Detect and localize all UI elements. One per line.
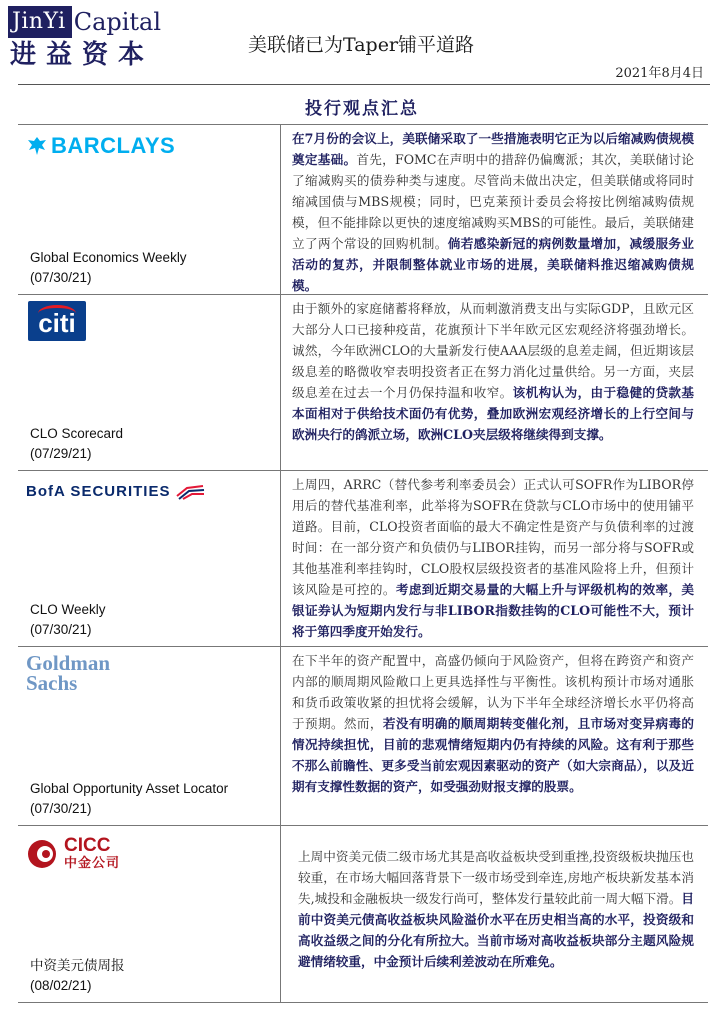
table-row-bofa — [18, 470, 708, 646]
view-text — [292, 650, 694, 797]
report-source — [30, 424, 123, 464]
source-cell — [18, 647, 281, 825]
view-text-plain: 由于额外的家庭储蓄将释放，从而刺激消费支出与实际GDP，且欧元区大部分人口已接种疫苗，花旗预计下半年欧元区宏观经济将强劲增长。诚然，今年欧洲CLO的大量新发行使AAA层级的息差走阔，但近期该层级息差的略微收窄表明投资者正在努力消化过量供给。另一方面，夹层级息差在过去一个月仍保持温和收窄。 — [292, 301, 694, 400]
view-text — [292, 298, 694, 445]
view-text-bold: 考虑到近期交易量的大幅上升与评级机构的效率，美银证券认为短期内发行与非LIBOR指数挂钩的CLO可能性不大，预计将于第四季度开始发行。 — [292, 582, 695, 639]
header-divider — [18, 84, 710, 85]
view-text-bold: 目前中资美元债高收益板块风险溢价水平在历史相当高的水平，投资级和高收益级之间的分化有所拉大。当前市场对高收益板块部分主题风险规避情绪较重，中金预计后续利差波动在所难免。 — [298, 891, 694, 969]
view-text-bold: 倘若感染新冠的病例数量增加，减缓服务业活动的复苏，并限制整体就业市场的进展，美联储料推迟缩减购债规模。 — [292, 236, 695, 293]
view-text-plain: 上周中资美元债二级市场尤其是高收益板块受到重挫,投资级板块抛压也较重，在市场大幅回落背景下一级市场受到牵连,房地产板块新发基本消失,城投和金融板块一级发行尚可，整体发行量较此前一周大幅下滑。 — [298, 849, 694, 906]
view-text — [292, 128, 694, 296]
table-row-goldman-sachs — [18, 646, 708, 825]
goldman-sachs-logo: Goldman Sachs — [26, 651, 111, 695]
source-cell — [18, 471, 281, 646]
logo-text-jinyi: JinYi — [8, 6, 72, 38]
table-row-cicc — [18, 825, 708, 1003]
report-date: (07/29/21) — [30, 446, 92, 461]
source-cell — [18, 295, 281, 470]
barclays-logo — [26, 133, 175, 159]
cicc-emblem-icon — [26, 838, 58, 870]
citi-logo — [28, 301, 86, 341]
report-source — [30, 779, 228, 819]
barclays-logo-text: BARCLAYS — [51, 133, 176, 158]
report-source — [30, 600, 106, 640]
view-text — [298, 846, 694, 972]
view-text-bold: 若没有明确的顺周期转变催化剂，且市场对变异病毒的情况持续担忧，目前的悲观情绪短期内仍有持续的风险。这有利于那些不那么前瞻性、更多受当前宏观因素驱动的资产（如大宗商品），以及近期有支撑性数据的资产，如受强劲财报支撑的股票。 — [292, 716, 695, 794]
source-cell — [18, 826, 281, 1002]
bofa-logo — [26, 483, 205, 500]
citi-arc-icon — [38, 305, 76, 322]
cicc-logo-text-cn: 中金公司 — [64, 855, 121, 870]
view-text-bold: 在7月份的会议上，美联储采取了一些措施表明它正为以后缩减购债规模奠定基础。 — [292, 131, 694, 167]
cicc-logo — [26, 836, 120, 871]
jinyi-capital-logo — [8, 6, 162, 74]
logo-text-capital: Capital — [73, 8, 162, 36]
report-date: (08/02/21) — [30, 978, 92, 993]
view-text — [292, 474, 694, 642]
view-text-plain: 上周四，ARRC（替代参考利率委员会）正式认可SOFR作为LIBOR停用后的替代基准利率，此举将为SOFR在贷款与CLO市场中的使用铺平道路。目前，CLO投资者面临的最大不确定性是资产与负债利率的过渡时间：在一部分资产和负债仍与LIBOR挂钩，而另一部分将与SOFR或其他基准利率挂钩时，CLO股权层级投资者的基准风险将上升，但预计该风险是可控的。 — [292, 477, 694, 597]
report-name: CLO Weekly — [30, 602, 106, 617]
view-text-plain: 在下半年的资产配置中，高盛仍倾向于风险资产，但将在跨资产和资产内部的顺周期风险敞口上更具选择性与平衡性。该机构预计市场对通胀和货币政策收紧的担忧将会缓解，认为下半年全球经济增长水平仍将高于预期。然而， — [292, 653, 694, 731]
citi-logo-text: citi — [38, 308, 76, 338]
table-row-citi — [18, 294, 708, 470]
report-date: (07/30/21) — [30, 270, 92, 285]
table-row-barclays — [18, 124, 708, 294]
view-text-bold: 该机构认为，由于稳健的贷款基本面相对于供给技术面仍有优势，叠加欧洲宏观经济增长的上行空间与欧洲央行的鸽派立场，欧洲CLO夹层级将继续得到支撑。 — [292, 385, 695, 442]
report-name: Global Economics Weekly — [30, 250, 187, 265]
document-date: 2021年8月4日 — [615, 66, 704, 81]
bank-views-table — [18, 124, 708, 1003]
report-name: CLO Scorecard — [30, 426, 124, 441]
view-text-plain: 首先，FOMC在声明中的措辞仍偏鹰派；其次，美联储讨论了缩减购买的债券种类与速度。尽管尚未做出决定，但美联储或将同时缩减国债与MBS规模；同时，巴克莱预计委员会将按比例缩减购债规模，但不能排除以更快的速度缩减购买MBS的可能性。最后，美联储建立了两个常设的回购机制。 — [292, 152, 694, 251]
logo-text-chinese: 进益资本 — [10, 40, 155, 70]
bofa-flag-icon — [175, 484, 205, 500]
report-name: Global Opportunity Asset Locator — [30, 781, 229, 796]
source-cell — [18, 125, 281, 294]
document-title: 美联储已为Taper铺平道路 — [248, 34, 475, 56]
report-date: (07/30/21) — [30, 622, 92, 637]
bofa-logo-text: BofA SECURITIES — [26, 483, 171, 500]
report-date: (07/30/21) — [30, 801, 92, 816]
section-title: 投行观点汇总 — [305, 99, 419, 119]
report-name: 中资美元债周报 — [30, 958, 125, 973]
barclays-eagle-icon — [26, 135, 48, 157]
report-source — [30, 248, 187, 288]
cicc-logo-text: CICC — [64, 835, 111, 856]
report-source — [30, 956, 125, 996]
